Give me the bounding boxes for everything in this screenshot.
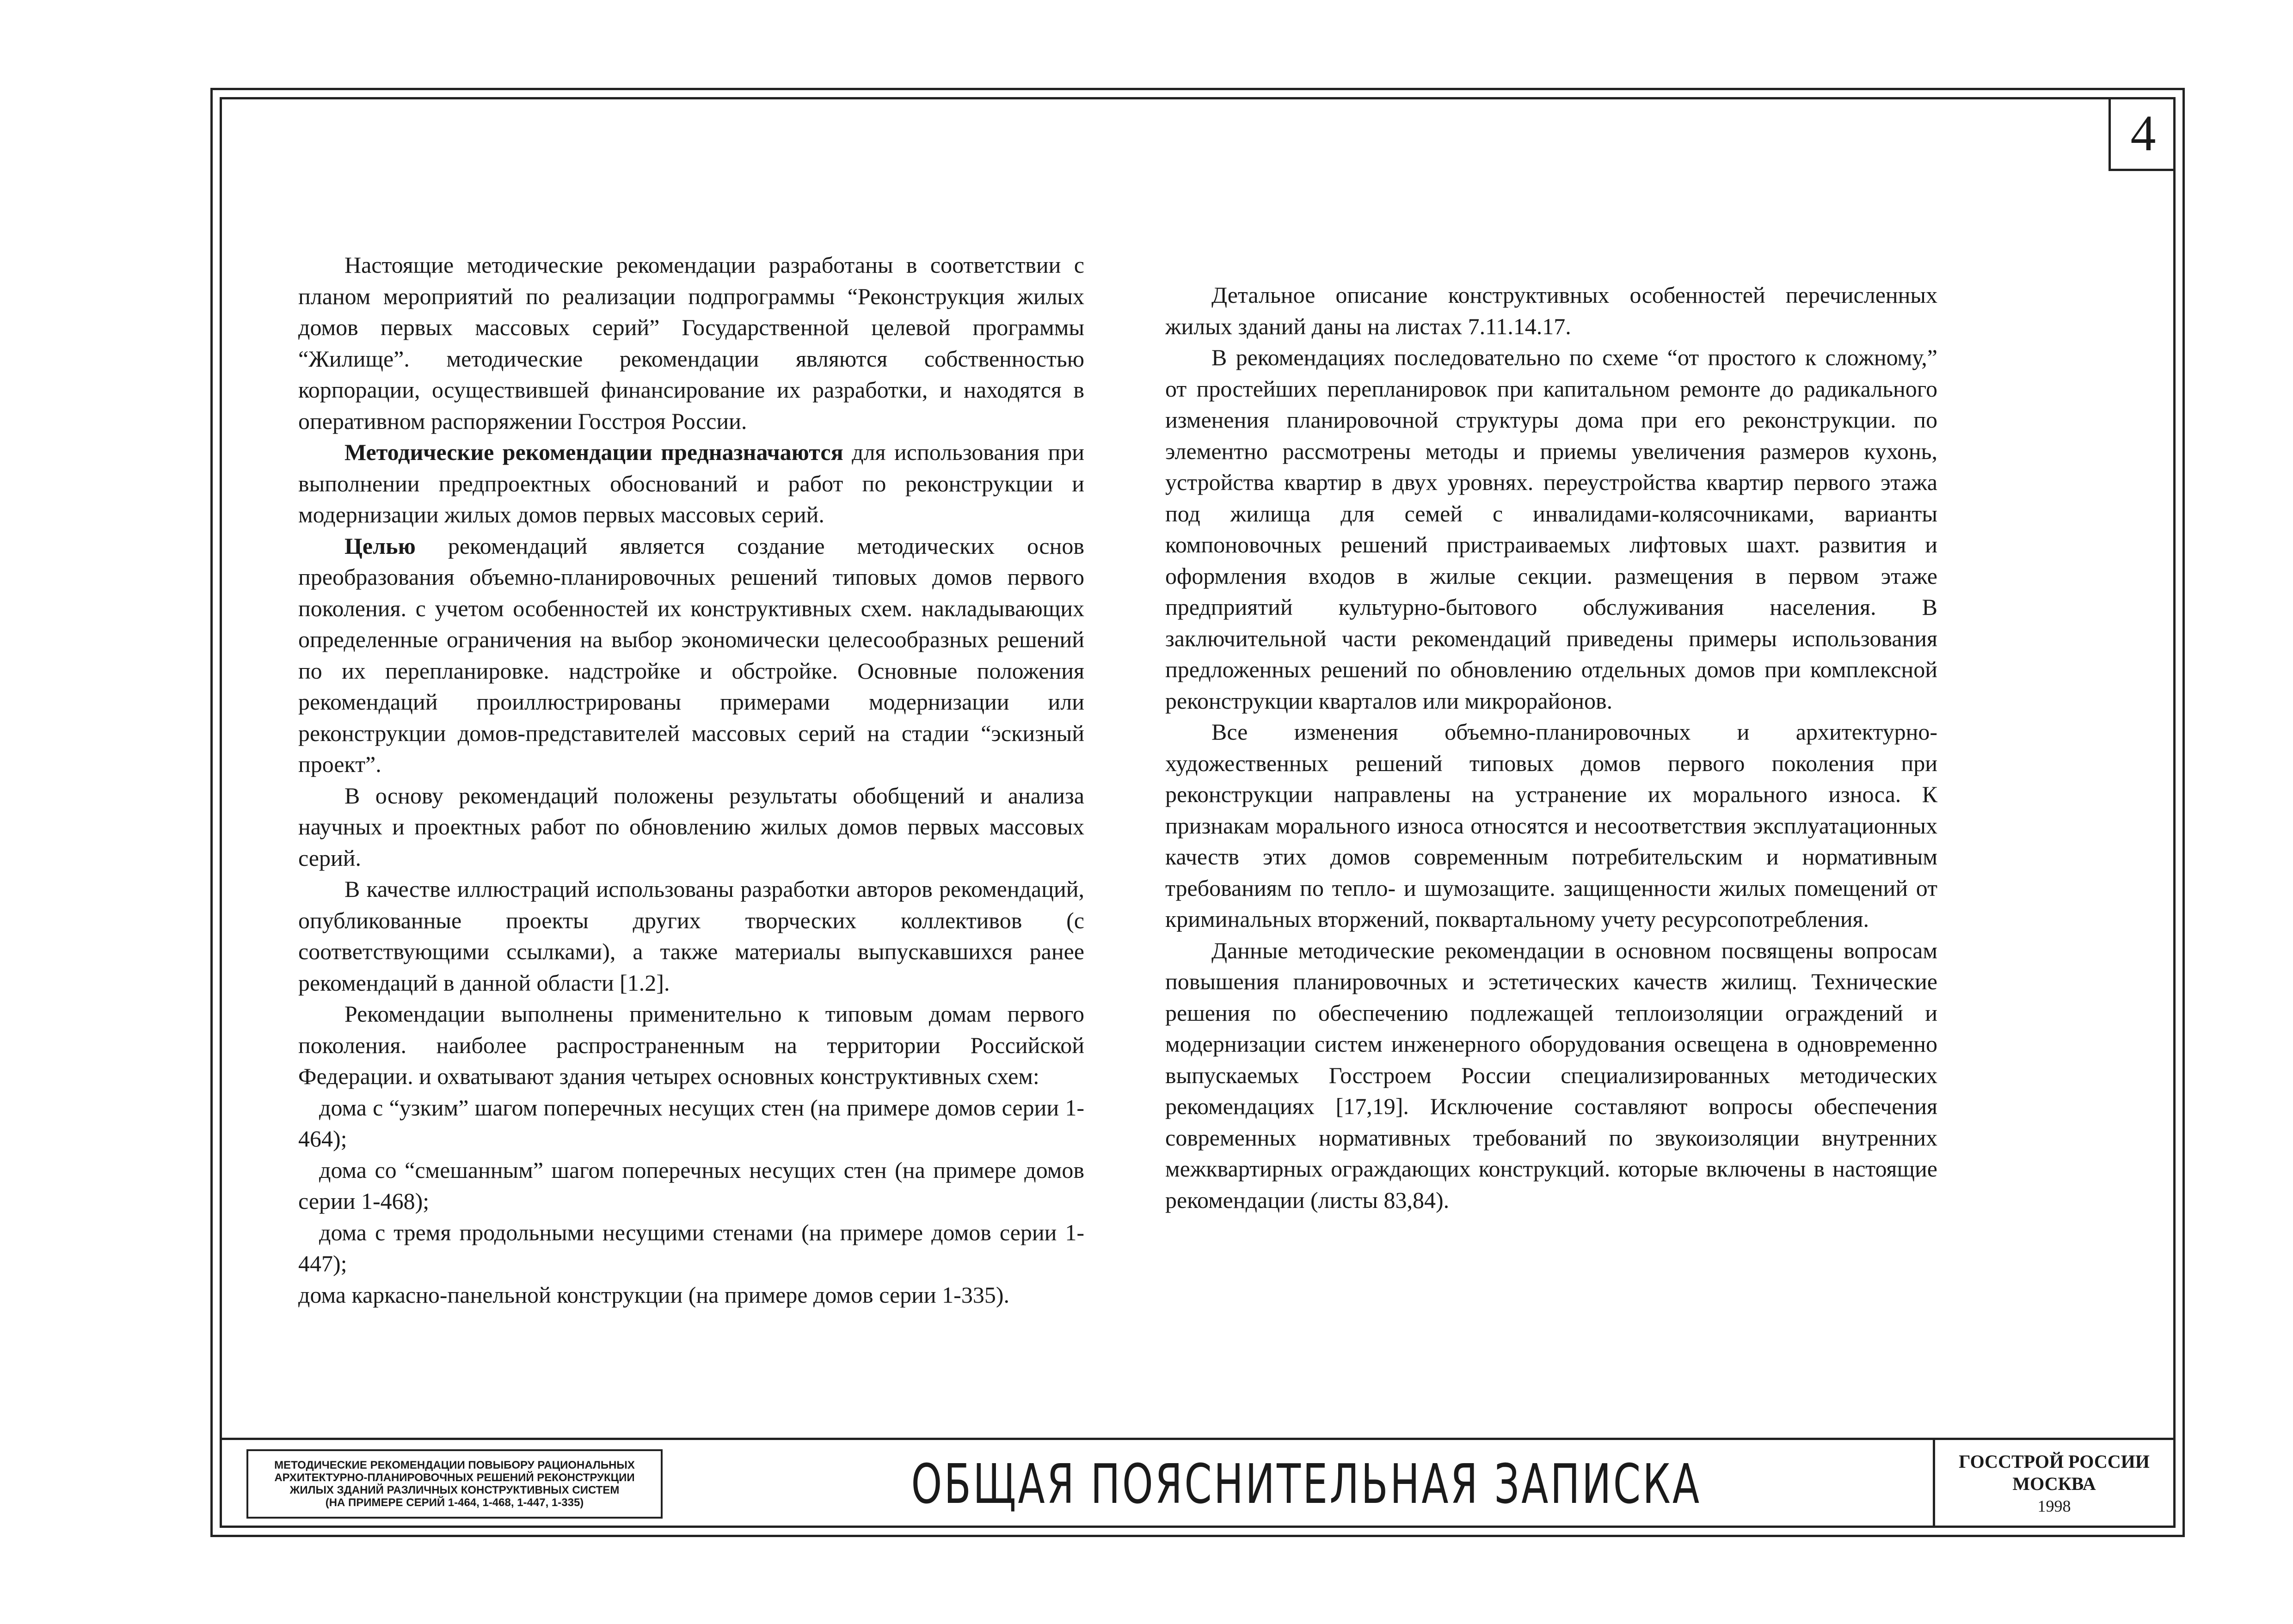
sheet-title: ОБЩАЯ ПОЯСНИТЕЛЬНАЯ ЗАПИСКА	[911, 1452, 1702, 1516]
list-item: дома с тремя продольными несущими стенами (на примере домов серии 1-447);	[298, 1219, 1084, 1276]
paragraph: Настоящие методические рекомендации разработаны в соответствии с планом мероприятий по реализации подпрограммы “Реконструкция жилых домов первых массовых серий” Государственной целевой программы “Жилище”. методические рекомендации являются собственностью корпорации, осуществившей финансирование их разработки, и находятся в оперативном распоряжении Госстроя России.	[298, 252, 1084, 434]
right-column	[1165, 280, 1937, 1216]
bold-lead: Методические рекомендации предназначаются	[344, 439, 843, 465]
document-series-box	[246, 1449, 663, 1519]
paragraph: В рекомендациях последовательно по схеме “от простого к сложному,” от простейших перепланировок при капитальном ремонте до радикального изменения планировочной структуры дома при его реконструкции. по элементно рассмотрены методы и приемы увеличения размеров кухонь, устройства квартир в двух уровнях. переустройства квартир первого этажа под жилища для семей с инвалидами-колясочниками, варианты компоновочных решений пристраиваемых лифтовых шахт. развития и оформления входов в жилые секции. размещения в первом этаже предприятий культурно-бытового обслуживания населения. В заключительной части рекомендаций приведены примеры использования предложенных решений по обновлению отдельных домов при комплексной реконструкции кварталов или микрорайонов.	[1165, 344, 1937, 714]
paragraph	[298, 531, 1084, 780]
series-line: АРХИТЕКТУРНО-ПЛАНИРОВОЧНЫХ РЕШЕНИЙ РЕКОНСТРУКЦИИ	[274, 1471, 635, 1484]
series-line: ЖИЛЫХ ЗДАНИЙ РАЗЛИЧНЫХ КОНСТРУКТИВНЫХ СИСТЕМ	[289, 1484, 620, 1496]
title-block	[220, 1438, 2176, 1528]
publisher-year: 1998	[2037, 1497, 2071, 1515]
paragraph: Детальное описание конструктивных особенностей перечисленных жилых зданий даны на листах 7.11.14.17.	[1165, 282, 1937, 339]
publisher-city: МОСКВА	[2012, 1473, 2096, 1494]
left-column	[298, 250, 1084, 1311]
publisher-org: ГОССТРОЙ РОССИИ	[1959, 1451, 2150, 1472]
paragraph-text: для использования при выполнении предпроектных обоснований и работ по реконструкции и модернизации жилых домов первых массовых серий.	[298, 439, 1085, 527]
series-line: МЕТОДИЧЕСКИЕ РЕКОМЕНДАЦИИ ПОВЫБОРУ РАЦИОНАЛЬНЫХ	[274, 1459, 635, 1471]
paragraph: Данные методические рекомендации в основном посвящены вопросам повышения планировочных и эстетических качеств жилищ. Технические решения по обеспечению подлежащей теплоизоляции ограждений и модернизации систем инженерного оборудования освещена в одновременно выпускаемых Госстроем России специализированных методических рекомендациях [17,19]. Исключение составляют вопросы обеспечения современных нормативных требований по звукоизоляции внутренних межквартирных ограждающих конструкций. которые включены в настоящие рекомендации (листы 83,84).	[1165, 937, 1937, 1213]
list-item: дома со “смешанным” шагом поперечных несущих стен (на примере домов серии 1-468);	[298, 1157, 1084, 1214]
paragraph: В качестве иллюстраций использованы разработки авторов рекомендаций, опубликованные проекты других творческих коллективов (с соответствующими ссылками), а также материалы выпускавшихся ранее рекомендаций в данной области [1.2].	[298, 876, 1084, 996]
paragraph	[298, 437, 1084, 531]
paragraph: В основу рекомендаций положены результаты обобщений и анализа научных и проектных работ по обновлению жилых домов первых массовых серий.	[298, 782, 1084, 871]
sheet-number: 4	[2109, 97, 2176, 171]
list-item: дома каркасно-панельной конструкции (на примере домов серии 1-335).	[298, 1281, 1009, 1308]
list-item: дома с “узким” шагом поперечных несущих стен (на примере домов серии 1-464);	[298, 1094, 1084, 1152]
series-line: (НА ПРИМЕРЕ СЕРИЙ 1-464, 1-468, 1-447, 1-335)	[325, 1496, 584, 1509]
publisher-box	[1933, 1440, 2173, 1528]
paragraph-text: рекомендаций является создание методических основ преобразования объемно-планировочных решений типовых домов первого поколения. с учетом особенностей их конструктивных схем. накладывающих определенные ограничения на выбор экономически целесообразных решений по их перепланировке. надстройке и обстройке. Основные положения рекомендаций проиллюстрированы примерами модернизации или реконструкции домов-представителей массовых серий на стадии “эскизный проект”.	[298, 533, 1084, 777]
bold-lead: Целью	[344, 533, 416, 559]
paragraph: Рекомендации выполнены применительно к типовым домам первого поколения. наиболее распространенным на территории Российской Федерации. и охватывают здания четырех основных конструктивных схем:	[298, 1001, 1084, 1089]
paragraph: Все изменения объемно-планировочных и архитектурно-художественных решений типовых домов первого поколения при реконструкции направлены на устранение их морального износа. К признакам морального износа относятся и несоответствия эксплуатационных качеств этих домов современным потребительским и нормативным требованиям по тепло- и шумозащите. защищенности жилых помещений от криминальных вторжений, поквартальному учету ресурсопотребления.	[1165, 719, 1937, 932]
